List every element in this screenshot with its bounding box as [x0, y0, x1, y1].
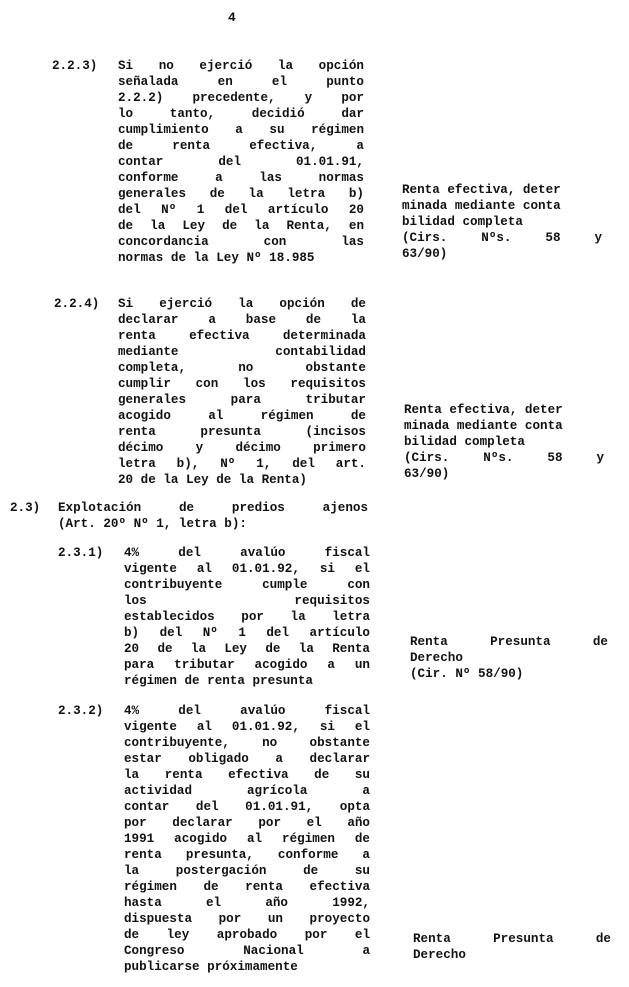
- item-line: generales para tributar: [118, 393, 366, 407]
- item-2-2-4-note: [404, 402, 604, 482]
- item-line: vigente al 01.01.92, si el: [124, 720, 370, 734]
- item-line: lo tanto, decidió dar: [118, 107, 364, 121]
- note-line: Renta efectiva, deter: [404, 403, 563, 417]
- item-number: 2.3.1): [58, 546, 104, 560]
- item-line: 1991 acogido al régimen de: [124, 832, 370, 846]
- section-line: (Art. 20º Nº 1, letra b):: [58, 517, 247, 531]
- item-line: 20 de la Ley de la Renta: [124, 642, 370, 656]
- note-line: (Cirs. Nºs. 58 y: [402, 231, 602, 245]
- item-number: 2.3.2): [58, 704, 104, 718]
- item-line: la renta efectiva de su: [124, 768, 370, 782]
- item-2-3-2-note: [413, 931, 611, 963]
- page-number: 4: [228, 10, 236, 25]
- item-line: de ley aprobado por el: [124, 928, 370, 942]
- item-text: [124, 703, 370, 975]
- item-line: completa, no obstante: [118, 361, 366, 375]
- note-line: (Cirs. Nºs. 58 y: [404, 451, 604, 465]
- item-number: 2.2.3): [52, 59, 98, 73]
- note-line: 63/90): [402, 247, 448, 261]
- item-2-2-3-note: [402, 182, 602, 262]
- item-line: señalada en el punto: [118, 75, 364, 89]
- item-number: 2.2.4): [54, 297, 100, 311]
- item-line: publicarse próximamente: [124, 960, 298, 974]
- item-line: régimen de renta efectiva: [124, 880, 370, 894]
- item-line: los requisitos: [124, 594, 370, 608]
- note-line: bilidad completa: [402, 215, 523, 229]
- item-line: cumplir con los requisitos: [118, 377, 366, 391]
- item-line: vigente al 01.01.92, si el: [124, 562, 370, 576]
- item-line: b) del Nº 1 del artículo: [124, 626, 370, 640]
- item-line: actividad agrícola a: [124, 784, 370, 798]
- item-text: [118, 58, 364, 266]
- item-2-3-1-note: [410, 634, 608, 682]
- item-line: 4% del avalúo fiscal: [124, 704, 370, 718]
- item-line: del Nº 1 del artículo 20: [118, 203, 364, 217]
- item-text: [124, 545, 370, 689]
- note-line: bilidad completa: [404, 435, 525, 449]
- item-line: por declarar por el año: [124, 816, 370, 830]
- item-line: concordancia con las: [118, 235, 364, 249]
- item-line: conforme a las normas: [118, 171, 364, 185]
- note-line: 63/90): [404, 467, 450, 481]
- item-line: régimen de renta presunta: [124, 674, 313, 688]
- note-line: Renta Presunta de: [413, 932, 611, 946]
- item-line: establecidos por la letra: [124, 610, 370, 624]
- item-line: 2.2.2) precedente, y por: [118, 91, 364, 105]
- item-line: renta efectiva determinada: [118, 329, 366, 343]
- section-number: 2.3): [10, 501, 41, 515]
- note-line: Derecho: [413, 948, 466, 962]
- item-text: [118, 296, 366, 488]
- item-line: hasta el año 1992,: [124, 896, 370, 910]
- item-line: para tributar acogido a un: [124, 658, 370, 672]
- item-line: Si ejerció la opción de: [118, 297, 366, 311]
- item-line: generales de la letra b): [118, 187, 364, 201]
- item-line: de la Ley de la Renta, en: [118, 219, 364, 233]
- item-line: normas de la Ley Nº 18.985: [118, 251, 315, 265]
- item-line: la postergación de su: [124, 864, 370, 878]
- section-line: Explotación de predios ajenos: [58, 501, 368, 515]
- note-line: minada mediante conta: [402, 199, 561, 213]
- note-line: Renta efectiva, deter: [402, 183, 561, 197]
- item-line: estar obligado a declarar: [124, 752, 370, 766]
- item-line: dispuesta por un proyecto: [124, 912, 370, 926]
- section-heading: [58, 500, 368, 532]
- item-line: contar del 01.01.91,: [118, 155, 364, 169]
- item-line: renta presunta, conforme a: [124, 848, 370, 862]
- item-line: mediante contabilidad: [118, 345, 366, 359]
- item-line: de renta efectiva, a: [118, 139, 364, 153]
- note-line: Renta Presunta de: [410, 635, 608, 649]
- item-line: Congreso Nacional a: [124, 944, 370, 958]
- note-line: minada mediante conta: [404, 419, 563, 433]
- item-line: cumplimiento a su régimen: [118, 123, 364, 137]
- item-line: contribuyente cumple con: [124, 578, 370, 592]
- item-line: letra b), Nº 1, del art.: [118, 457, 366, 471]
- item-line: Si no ejerció la opción: [118, 59, 364, 73]
- note-line: Derecho: [410, 651, 463, 665]
- item-line: décimo y décimo primero: [118, 441, 366, 455]
- item-line: contribuyente, no obstante: [124, 736, 370, 750]
- item-line: 20 de la Ley de la Renta): [118, 473, 307, 487]
- item-line: declarar a base de la: [118, 313, 366, 327]
- item-line: 4% del avalúo fiscal: [124, 546, 370, 560]
- item-line: contar del 01.01.91, opta: [124, 800, 370, 814]
- item-line: renta presunta (incisos: [118, 425, 366, 439]
- item-line: acogido al régimen de: [118, 409, 366, 423]
- note-line: (Cir. Nº 58/90): [410, 667, 524, 681]
